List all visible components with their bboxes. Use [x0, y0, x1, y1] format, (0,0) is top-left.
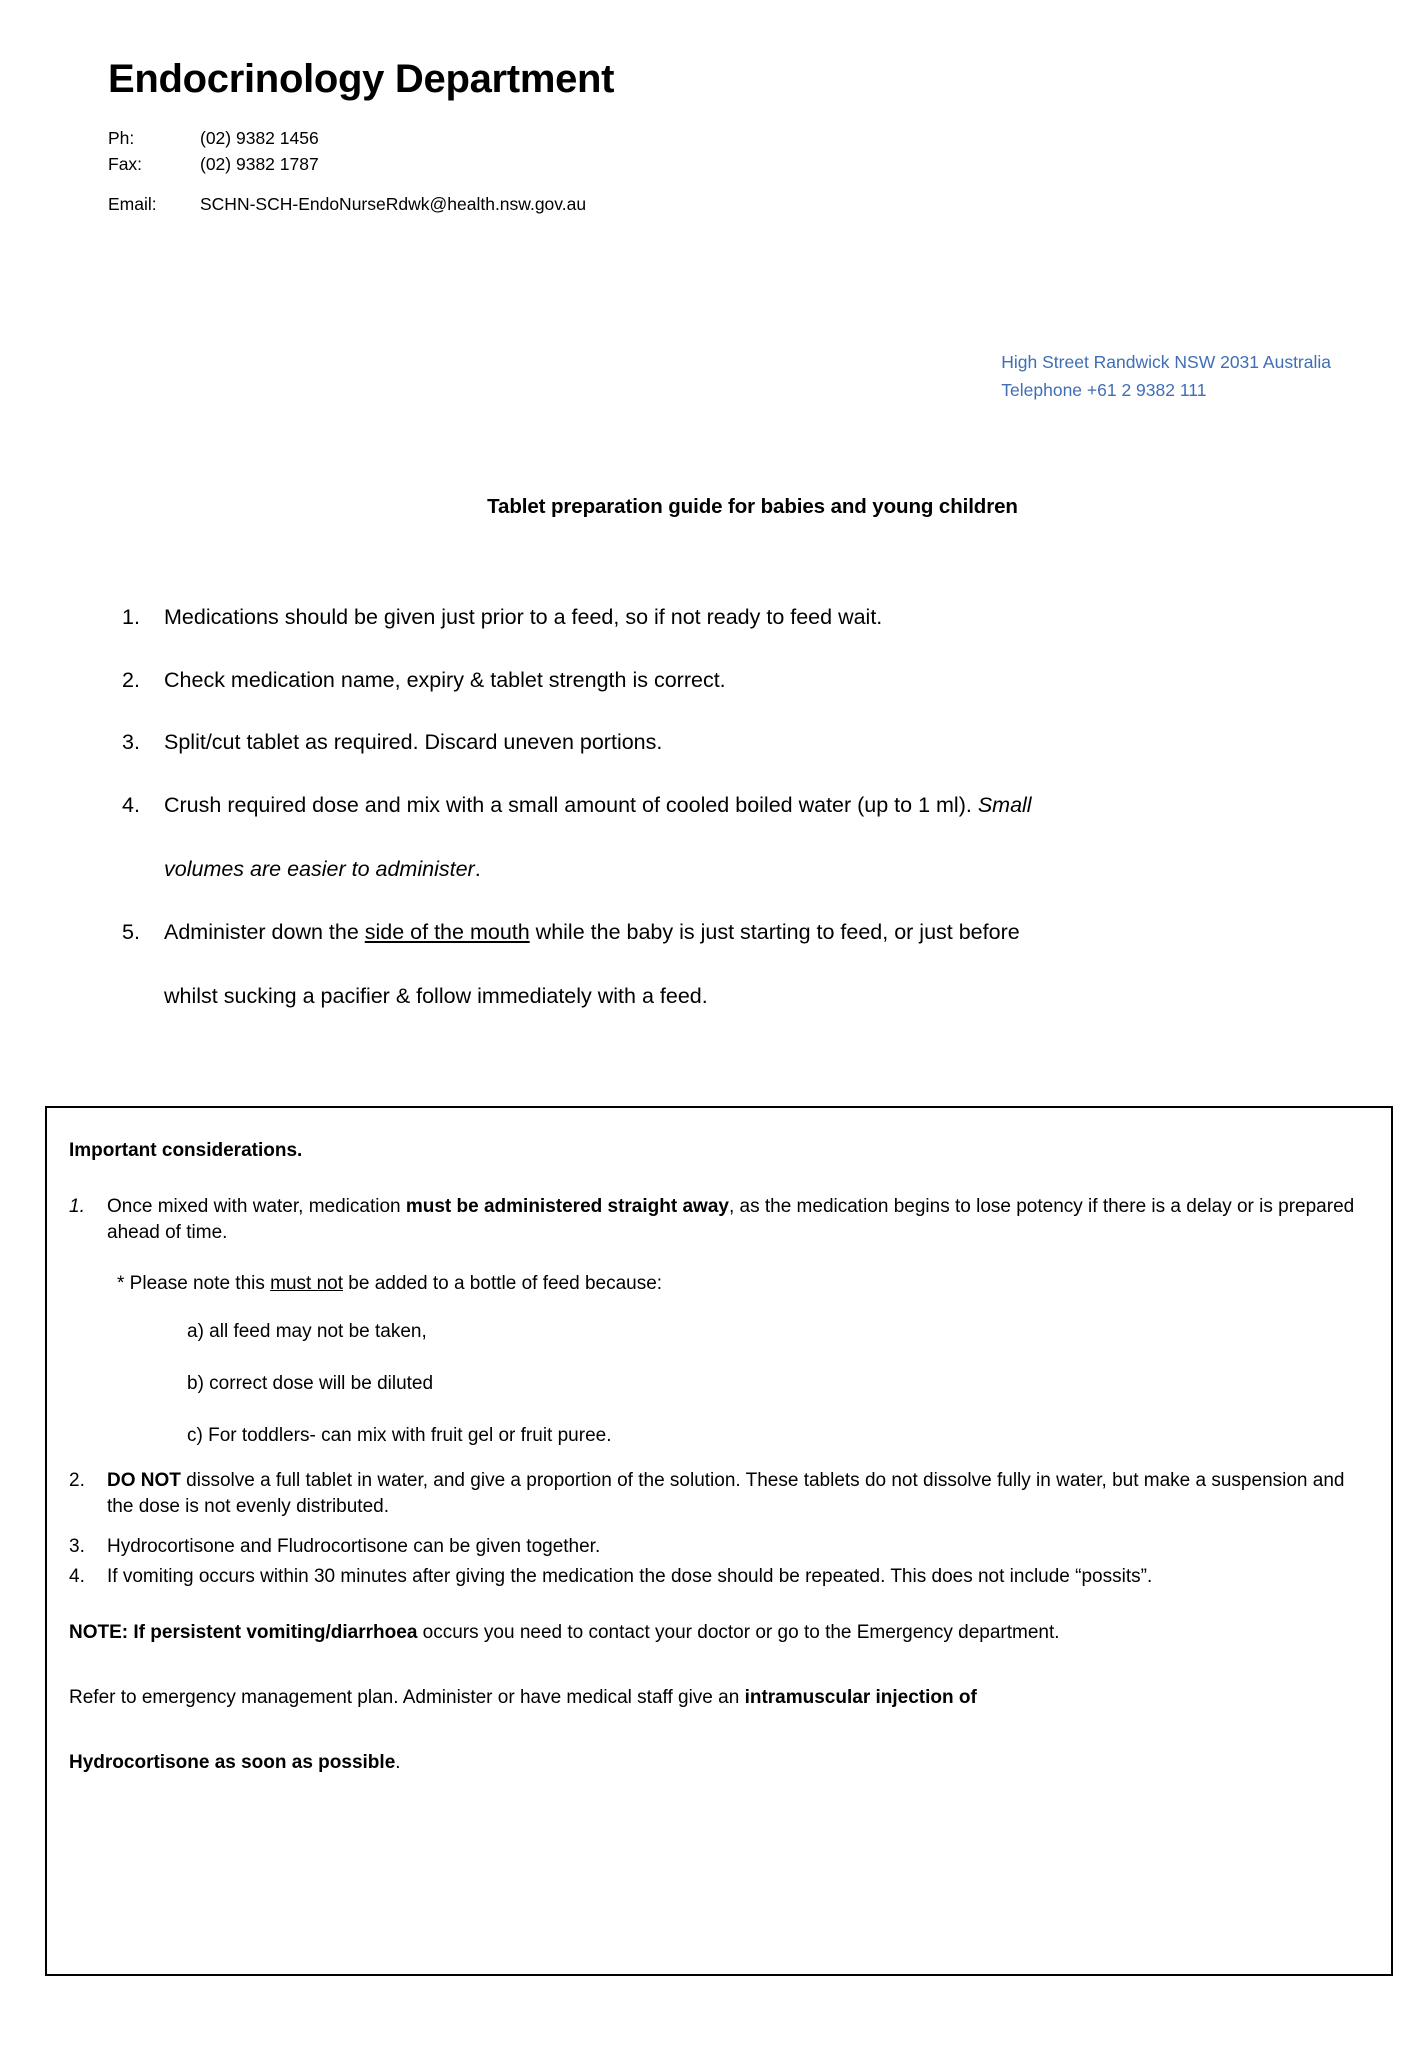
final-bold-part: Hydrocortisone as soon as possible: [69, 1751, 396, 1773]
address-block: [1001, 348, 1331, 405]
step-number: 3.: [122, 730, 140, 755]
step-5-text-before: Administer down the: [164, 919, 365, 944]
consideration-item-1: [69, 1194, 1369, 1246]
hydrocortisone-final-line: [69, 1750, 1369, 1777]
email-value: SCHN-SCH-EndoNurseRdwk@health.nsw.gov.au: [200, 193, 587, 214]
step-item-3: [122, 727, 1302, 758]
step-item-1: [122, 602, 1302, 633]
step-4-text-main: Crush required dose and mix with a small amount of cooled boiled water (up to 1 ml).: [164, 792, 978, 817]
reason-item-c: c) For toddlers- can mix with fruit gel or fruit puree.: [187, 1425, 612, 1447]
refer-text-before: Refer to emergency management plan. Administer or have medical staff give an: [69, 1687, 745, 1708]
refer-emergency-plan-line: [69, 1685, 1369, 1712]
consideration-item-3: [69, 1534, 1369, 1560]
consideration-number: 3.: [69, 1535, 85, 1557]
step-4-continuation: [164, 854, 1302, 885]
please-note-line: [117, 1271, 1369, 1297]
consideration-text: [107, 1194, 1369, 1246]
step-4-continuation-tail: .: [474, 857, 481, 882]
note-bold-lead: NOTE: If persistent vomiting/diarrhoea: [69, 1622, 418, 1644]
step-number: 5.: [122, 919, 140, 944]
step-item-2: [122, 665, 1302, 696]
step-text: [164, 790, 1302, 885]
step-text: Medications should be given just prior to a feed, so if not ready to feed wait.: [164, 605, 883, 629]
step-4-italic-continuation: volumes are easier to administer: [164, 857, 475, 882]
page-title: [0, 495, 1427, 519]
step-number: 4.: [122, 792, 140, 817]
reason-item-b: b) correct dose will be diluted: [187, 1373, 434, 1395]
address-line-2: Telephone +61 2 9382 111: [1001, 380, 1207, 401]
consideration-item-2: [69, 1468, 1369, 1520]
phone-label: Ph:: [108, 128, 135, 148]
consideration-1-after: , as the medication begins to lose potency if there is a delay or is prepared ahead of time.: [107, 1196, 1355, 1244]
consideration-1-bold: must be administered straight away: [405, 1196, 729, 1218]
considerations-heading: Important considerations.: [69, 1140, 303, 1161]
spacer: [69, 1450, 1369, 1468]
step-number: 2.: [122, 667, 140, 692]
please-note-after: be added to a bottle of feed because:: [343, 1272, 663, 1294]
final-tail: .: [395, 1751, 401, 1773]
consideration-number: 2.: [69, 1469, 85, 1491]
reasons-sub-list: [187, 1319, 1369, 1450]
step-5-underlined-phrase: side of the mouth: [364, 919, 530, 944]
phone-value: (02) 9382 1456: [200, 128, 319, 148]
consideration-item-4: [69, 1564, 1369, 1590]
step-text: Split/cut tablet as required. Discard uneven portions.: [164, 730, 663, 755]
email-row: [108, 178, 586, 218]
consideration-number: 1.: [69, 1196, 85, 1218]
fax-label: Fax:: [108, 153, 143, 174]
consideration-2-bold: DO NOT: [107, 1469, 181, 1491]
fax-row: [108, 152, 586, 178]
persistent-vomiting-note: [69, 1620, 1369, 1647]
important-considerations-content: [47, 1108, 1391, 1776]
fax-value: (02) 9382 1787: [200, 153, 319, 174]
consideration-text: [107, 1468, 1369, 1520]
please-note-before: * Please note this: [117, 1272, 271, 1294]
step-number: 1.: [122, 605, 140, 629]
step-5-text-after: while the baby is just starting to feed, or just before: [529, 919, 1020, 944]
step-5-continuation: whilst sucking a pacifier & follow immediately with a feed.: [164, 984, 708, 1009]
department-title: Endocrinology Department: [108, 57, 615, 101]
step-item-4: [122, 790, 1302, 885]
consideration-number: 4.: [69, 1566, 85, 1588]
letterhead: [108, 58, 1308, 218]
consideration-text: Hydrocortisone and Fludrocortisone can be given together.: [107, 1535, 601, 1557]
phone-row: [108, 126, 586, 152]
address-line-1: High Street Randwick NSW 2031 Australia: [1001, 352, 1331, 372]
important-considerations-box: [45, 1106, 1393, 1976]
step-text: Check medication name, expiry & tablet strength is correct.: [164, 667, 726, 692]
note-text-after: occurs you need to contact your doctor or go to the Emergency department.: [417, 1622, 1060, 1644]
email-label: Email:: [108, 193, 157, 214]
reason-item-a: a) all feed may not be taken,: [187, 1320, 427, 1342]
contact-details-table: [108, 126, 586, 218]
consideration-1-before: Once mixed with water, medication: [107, 1196, 406, 1218]
step-item-5: [122, 917, 1302, 1012]
step-4-italic-lead: Small: [977, 792, 1032, 817]
refer-bold-part: intramuscular injection of: [744, 1687, 977, 1708]
emergency-note-block: [69, 1620, 1369, 1776]
preparation-steps-list: [122, 602, 1302, 1044]
step-text: [164, 917, 1302, 1012]
consideration-2-after: dissolve a full tablet in water, and give a proportion of the solution. These tablets do not dissolve fully in water, but make a suspension and the dose is not evenly distributed.: [107, 1469, 1345, 1517]
consideration-text: If vomiting occurs within 30 minutes after giving the medication the dose should be repeated. This does not include “possits”.: [107, 1566, 1153, 1588]
please-note-underlined: must not: [270, 1272, 344, 1294]
page-title-text: Tablet preparation guide for babies and young children: [487, 495, 1018, 518]
